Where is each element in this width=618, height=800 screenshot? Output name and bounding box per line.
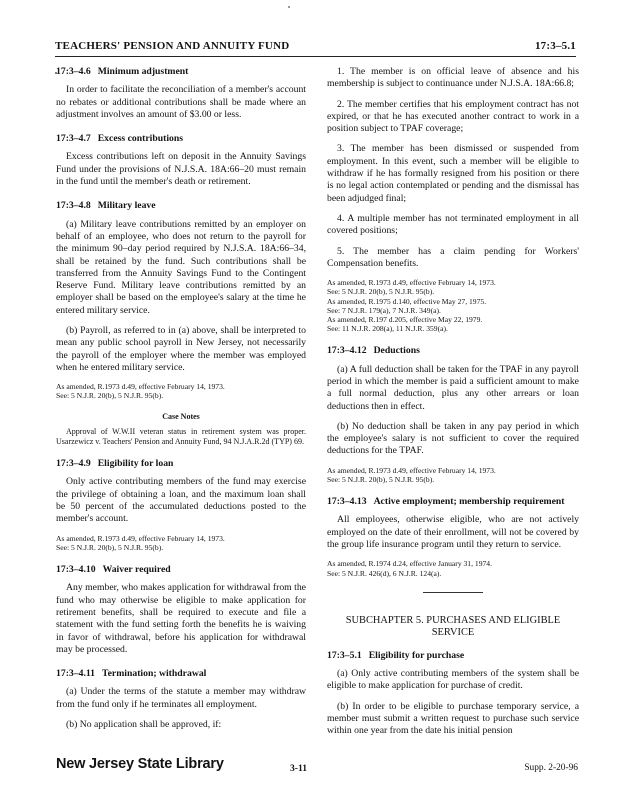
section-heading <box>56 458 306 470</box>
paragraph: Only active contributing members of the fund may exercise the privilege of obtaining a loan, and the maximum loan shall be 50 percent of the accumulated deductions posted to the member's account. <box>56 476 306 525</box>
supplement-date: Supp. 2-20-96 <box>524 763 578 773</box>
note-line: As amended, R.1973 d.49, effective February 14, 1973. <box>56 533 225 543</box>
list-item: 3. The member has been dismissed or suspended from employment. In this event, such a member will be eligible to withdraw if he has formally resigned from his position or there is no legal action contemplated or pending and the dismissal has been adjudged final; <box>327 143 579 204</box>
subchapter-line: SERVICE <box>431 627 475 639</box>
paragraph: (a) Military leave contributions remitted by an employer on behalf of an employee, who does not return to the payroll for the minimum 90–day period required by N.J.S.A. 18A:66–34, shall be retained by the fund. Such contributions shall be transferred from the Annuity Savings Fund to the Contingent Reserve Fund. Military leave contributions remitted by an employer shall be based on the employee's salary at the time he entered military service. <box>56 218 306 316</box>
paragraph: (b) In order to be eligible to purchase temporary service, a member must submit a written request to purchase such service within one year from the date his initial pension <box>327 700 579 737</box>
page-number: 3-11 <box>290 763 308 774</box>
header-title: TEACHERS' PENSION AND ANNUITY FUND <box>55 40 290 52</box>
note-line: As amended, R.1973 d.49, effective February 14, 1973. <box>327 465 496 475</box>
history-note <box>327 559 579 577</box>
section-number: 17:3–4.12 <box>327 345 367 357</box>
case-note-text: Approval of W.W.II veteran status in retirement system was proper. Usarzewicz v. Teachers' Pension and Annuity Fund, 94 N.J.A.R.2d (TYP) 69. <box>56 426 306 446</box>
history-note <box>327 278 579 333</box>
history-note <box>327 466 579 484</box>
scan-speck <box>288 6 290 8</box>
section-title: Eligibility for purchase <box>368 649 465 661</box>
running-header <box>55 40 576 57</box>
library-stamp: New Jersey State Library <box>56 756 224 772</box>
section-divider <box>423 592 483 593</box>
paragraph: All employees, otherwise eligible, who are not actively employed on the date of their enrollment, will not be covered by the group life insurance program until they return to service. <box>327 514 579 551</box>
section-title: Waiver required <box>102 564 171 576</box>
section-heading <box>56 133 306 145</box>
list-item: 2. The member certifies that his employment contract has not expired, or that he has executed another contract to work in a position subject to TPAF coverage; <box>327 98 579 135</box>
section-title: Active employment; membership requirement <box>373 496 565 508</box>
header-section-number: 17:3–5.1 <box>534 40 576 52</box>
section-title: Military leave <box>97 200 156 212</box>
paragraph: (a) Only active contributing members of the system shall be eligible to make application for purchase of credit. <box>327 668 579 692</box>
list-item: 5. The member has a claim pending for Workers' Compensation benefits. <box>327 245 579 269</box>
paragraph: (a) Under the terms of the statute a member may withdraw from the fund only if he terminates all employment. <box>56 686 306 710</box>
right-column <box>327 66 579 746</box>
paragraph: (b) No application shall be approved, if: <box>66 718 222 730</box>
note-line: See: 11 N.J.R. 208(a), 11 N.J.R. 359(a). <box>327 324 448 334</box>
note-line: See: 5 N.J.R. 20(b), 5 N.J.R. 95(b). <box>56 391 164 401</box>
section-title: Excess contributions <box>97 133 184 145</box>
section-number: 17:3–5.1 <box>327 649 362 661</box>
note-line: See: 5 N.J.R. 20(b), 5 N.J.R. 95(b). <box>56 542 164 552</box>
paragraph: In order to facilitate the reconciliation of a member's account no rebates or additional contributions shall be made where an adjustment involves an amount of $3.00 or less. <box>56 84 306 120</box>
subchapter-heading <box>327 615 579 640</box>
paragraph: (a) A full deduction shall be taken for the TPAF in any payroll period in which the member is paid a sufficient amount to make a full normal deduction, plus any other arrears or loan deductions then in effect. <box>327 363 579 412</box>
section-heading <box>56 564 306 576</box>
list-item: 4. A multiple member has not terminated employment in all covered positions; <box>327 212 579 237</box>
note-line: As amended, R.197 d.205, effective May 22, 1979. <box>327 314 483 324</box>
section-number: 17:3–4.10 <box>56 564 96 576</box>
note-line: As amended, R.1973 d.49, effective February 14, 1973. <box>56 382 225 392</box>
note-line: As amended, R.1974 d.24, effective January 31, 1974. <box>327 559 492 569</box>
section-heading <box>327 650 579 662</box>
section-title: Termination; withdrawal <box>102 668 207 680</box>
note-line: See: 5 N.J.R. 426(d), 6 N.J.R. 124(a). <box>327 568 442 578</box>
section-title: Minimum adjustment <box>97 66 189 77</box>
section-heading <box>327 345 579 357</box>
section-heading <box>56 668 306 680</box>
section-number: 17:3–4.13 <box>327 496 367 508</box>
note-line: As amended, R.1973 d.49, effective February 14, 1973. <box>327 278 496 288</box>
subchapter-line: SUBCHAPTER 5. PURCHASES AND ELIGIBLE <box>345 614 561 626</box>
section-heading <box>56 200 306 212</box>
note-line: See: 7 N.J.R. 179(a), 7 N.J.R. 349(a). <box>327 305 441 315</box>
list-item: 1. The member is on official leave of absence and his membership is subject to continuance under N.J.S.A. 18A:66.8; <box>327 66 579 90</box>
note-line: See: 5 N.J.R. 20(b), 5 N.J.R. 95(b). <box>327 287 435 297</box>
section-number: 17:3–4.11 <box>56 668 96 680</box>
history-note <box>56 534 306 552</box>
section-heading <box>56 66 306 78</box>
paragraph: Excess contributions left on deposit in the Annuity Savings Fund under the provisions of N.J.S.A. 18A:66–20 must remain in the fund until the member's death or retirement. <box>56 151 306 188</box>
section-title: Deductions <box>373 345 420 357</box>
section-number: 17:3–4.9 <box>56 458 91 470</box>
left-column <box>56 66 306 739</box>
paragraph: Any member, who makes application for withdrawal from the fund who may otherwise be eligible to make application for retirement benefits, shall be required to execute and file a statement with the fund setting forth the benefits he is waiving in favor of withdrawal, before his application for withdrawal may be processed. <box>56 582 306 655</box>
case-notes-heading: Case Notes <box>162 411 200 421</box>
section-heading <box>327 496 579 508</box>
section-number: 17:3–4.6 <box>56 66 91 77</box>
note-line: As amended, R.1975 d.140, effective May 27, 1975. <box>327 296 487 306</box>
paragraph: (b) Payroll, as referred to in (a) above, shall be interpreted to mean any public school payroll in New Jersey, not necessarily the payroll of the employer where the member was employed when he entered military service. <box>56 325 306 373</box>
section-number: 17:3–4.7 <box>56 133 91 145</box>
paragraph: (b) No deduction shall be taken in any pay period in which the employee's salary is not sufficient to cover the required deductions for the TPAF. <box>327 420 579 457</box>
section-title: Eligibility for loan <box>97 458 174 470</box>
note-line: See: 5 N.J.R. 20(b), 5 N.J.R. 95(b). <box>327 474 435 484</box>
section-number: 17:3–4.8 <box>56 200 91 212</box>
history-note <box>56 382 306 400</box>
